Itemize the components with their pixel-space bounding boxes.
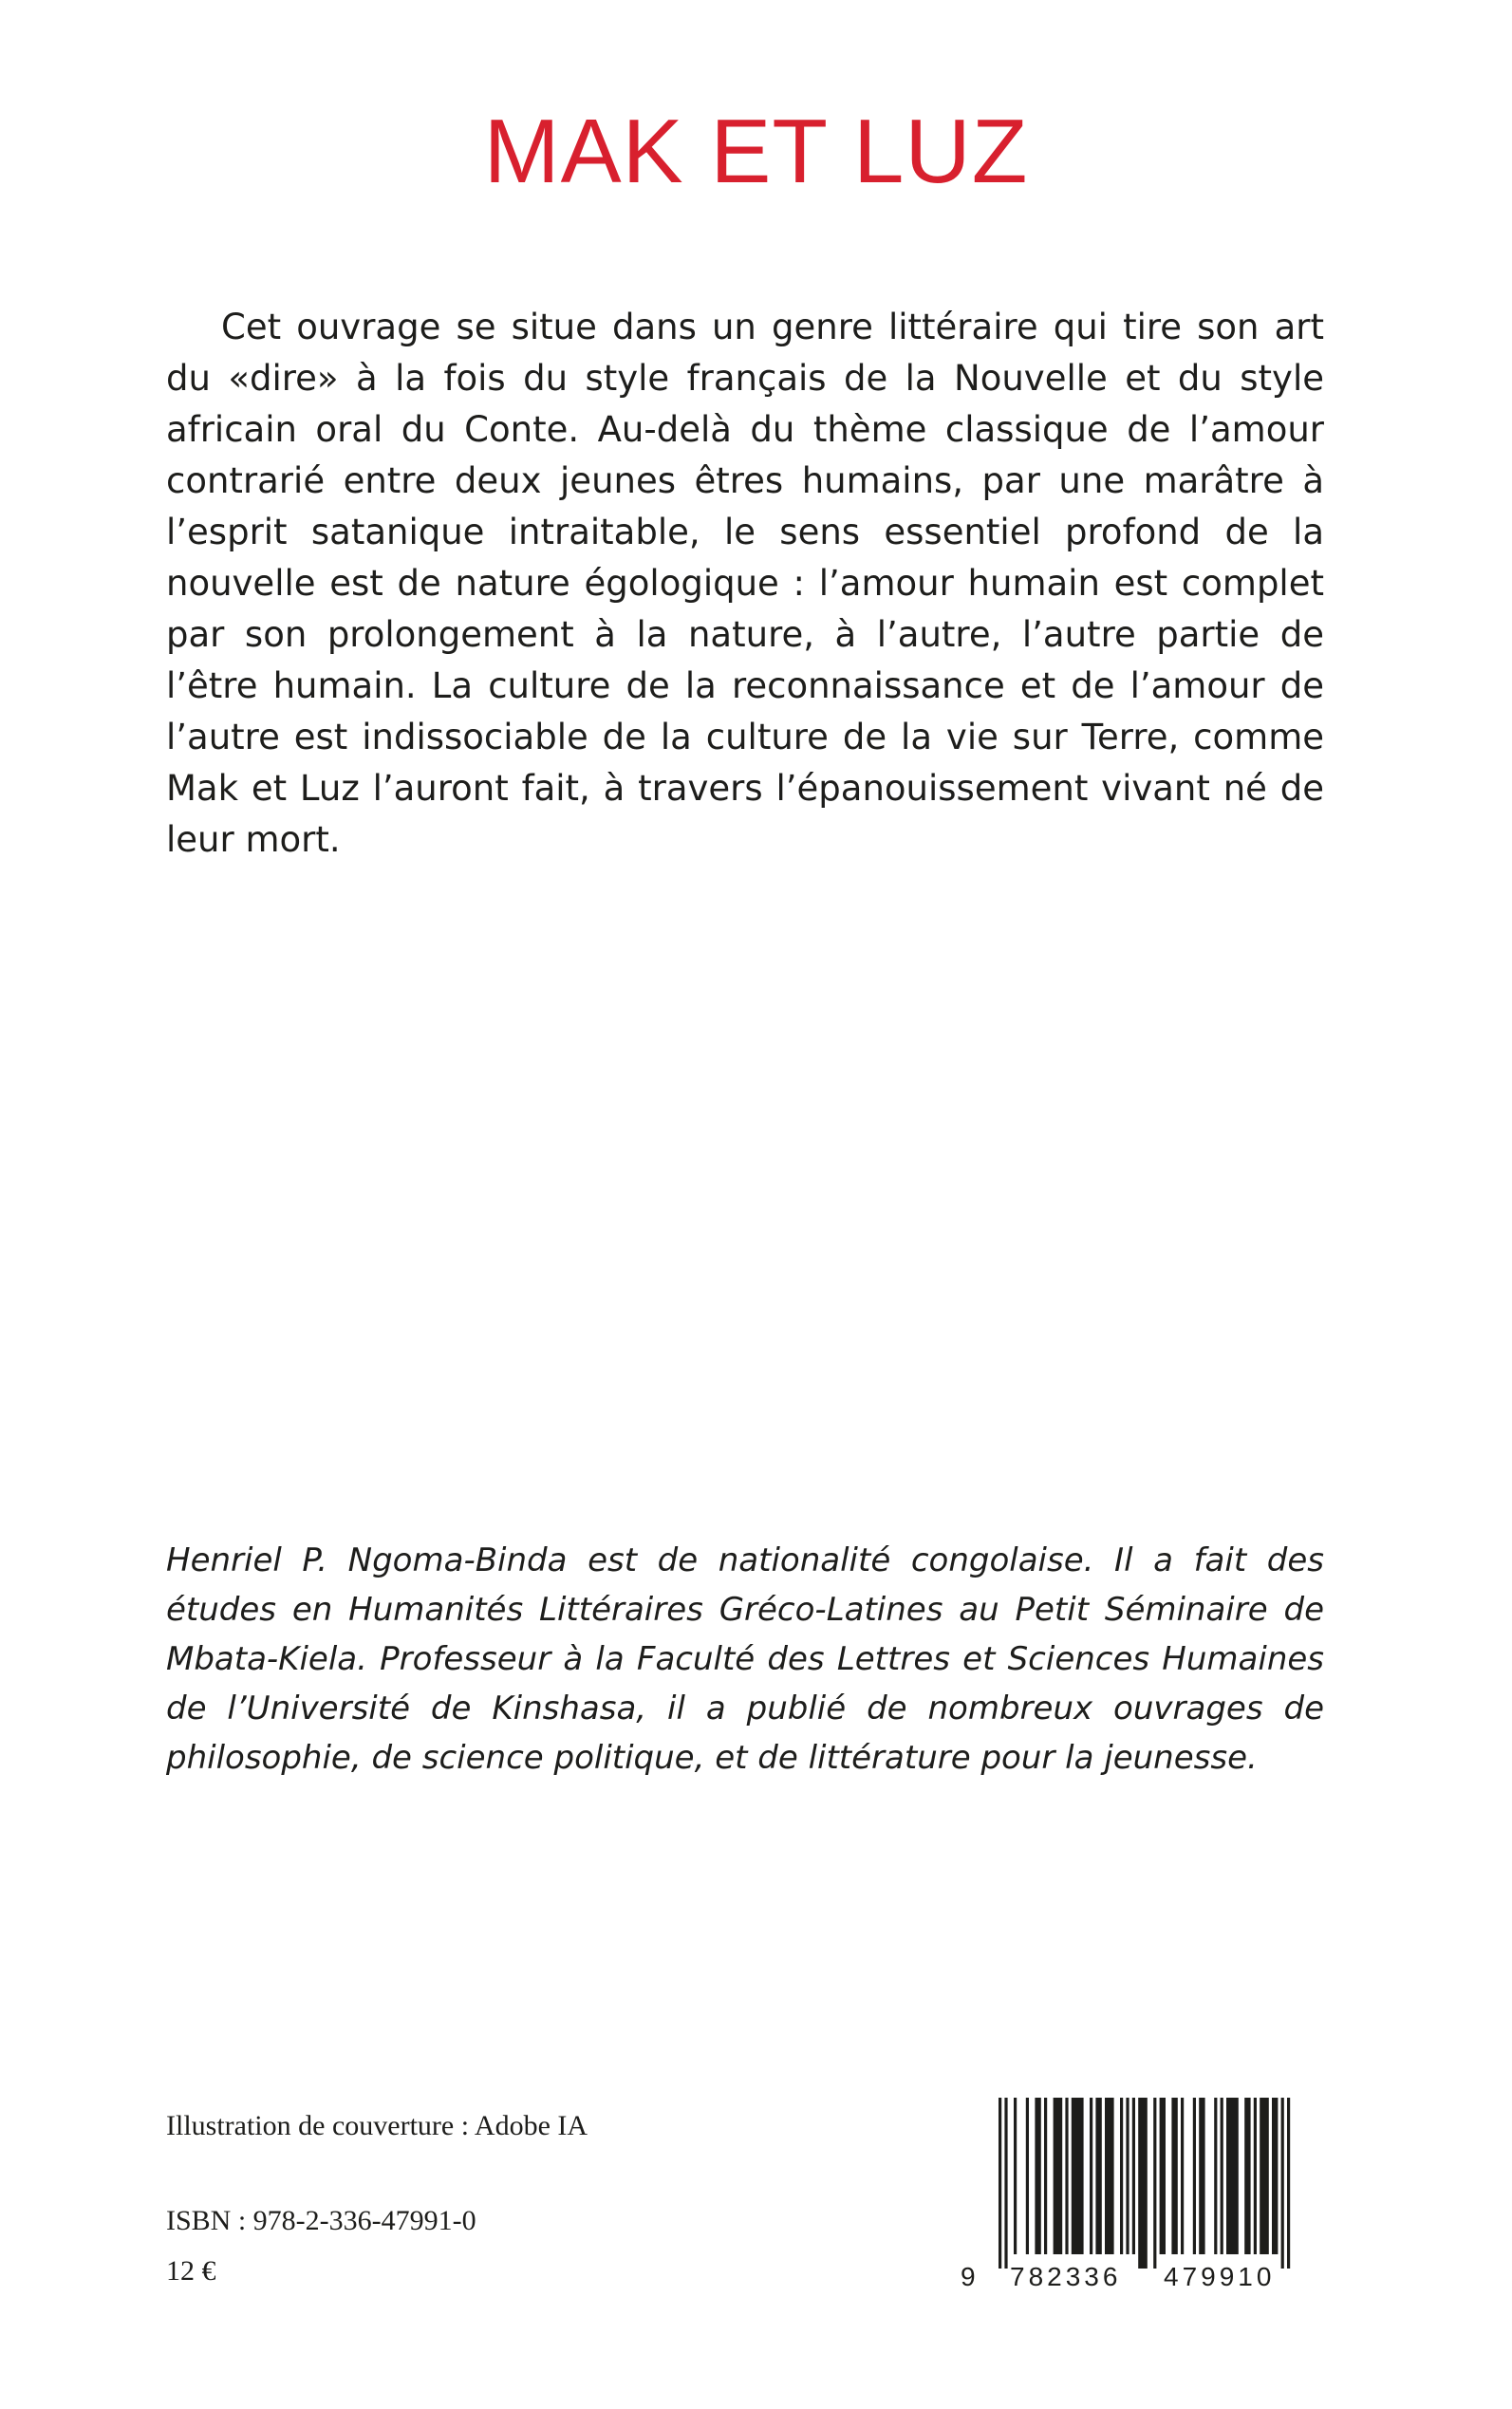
barcode-bar bbox=[1181, 2098, 1184, 2254]
barcode-bar bbox=[1090, 2098, 1092, 2254]
author-bio-paragraph bbox=[166, 1536, 1324, 1783]
barcode-bar bbox=[1193, 2098, 1196, 2254]
barcode-bar bbox=[1120, 2098, 1123, 2254]
barcode-left-group: 782336 bbox=[1010, 2262, 1122, 2291]
price: 12 € bbox=[166, 2255, 216, 2287]
book-title: MAK ET LUZ bbox=[483, 101, 1029, 202]
barcode-bar bbox=[1160, 2098, 1166, 2254]
barcode-bar bbox=[1254, 2098, 1257, 2254]
barcode-bar bbox=[1065, 2098, 1068, 2254]
isbn-barcode bbox=[961, 2098, 1316, 2297]
barcode-bar bbox=[1004, 2098, 1007, 2269]
barcode-bar bbox=[1287, 2098, 1290, 2269]
barcode-bar bbox=[1105, 2098, 1114, 2254]
barcode-bar bbox=[1226, 2098, 1239, 2254]
barcode-bar bbox=[1095, 2098, 1101, 2254]
barcode-bar bbox=[1153, 2098, 1156, 2269]
barcode-right-group: 479910 bbox=[1164, 2262, 1276, 2291]
barcode-bar bbox=[1171, 2098, 1177, 2254]
barcode-bar bbox=[1199, 2098, 1204, 2254]
barcode-bar bbox=[1221, 2098, 1223, 2254]
barcode-first-digit: 9 bbox=[961, 2262, 976, 2291]
barcode-bar bbox=[1126, 2098, 1129, 2254]
barcode-bar bbox=[1014, 2098, 1017, 2254]
barcode-bar bbox=[1281, 2098, 1284, 2269]
barcode-bar bbox=[1044, 2098, 1047, 2254]
barcode-bar bbox=[1244, 2098, 1250, 2254]
barcode-bar bbox=[1214, 2098, 1217, 2254]
barcode-bar bbox=[1132, 2098, 1135, 2254]
isbn: ISBN : 978-2-336-47991-0 bbox=[166, 2205, 476, 2236]
barcode-bars bbox=[999, 2098, 1290, 2269]
barcode-bar bbox=[1260, 2098, 1269, 2254]
barcode-bar bbox=[999, 2098, 1001, 2269]
book-summary: Cet ouvrage se situe dans un genre littéraire qui tire son art du «dire» à la fois du style français de la Nouvelle et du style africain oral du Conte. Au-delà du thème classique de l’amour contrarié entre deux jeunes êtres humains, par une marâtre à l’esprit satanique intraitable, le sens essentiel profond de la nouvelle est de nature égologique : l’amour humain est complet par son prolongement à la nature, à l’autre, l’autre partie de l’être humain. La culture de la reconnaissance et de l’amour de l’autre est indissociable de la culture de la vie sur Terre, comme Mak et Luz l’auront fait, à travers l’épanouissement vivant né de leur mort. bbox=[166, 307, 1324, 860]
author-bio: est de nationalité congolaise. Il a fait des études en Humanités Littéraires Gréco-Latines au Petit Séminaire de Mbata-Kiela. Professeur à la Faculté des Lettres et Sciences Humaines de l’Université de Kinshasa, il a publié de nombreux ouvrages de philosophie, de science politique, et de littérature pour la jeunesse. bbox=[166, 1541, 1324, 1777]
illustration-credit: Illustration de couverture : Adobe IA bbox=[166, 2110, 588, 2141]
barcode-bar bbox=[1026, 2098, 1029, 2254]
author-name: Henriel P. Ngoma-Binda bbox=[166, 1541, 568, 1579]
barcode-bar bbox=[1054, 2098, 1063, 2254]
barcode-bar bbox=[1272, 2098, 1278, 2254]
barcode-bar bbox=[1072, 2098, 1084, 2254]
barcode-bar bbox=[1035, 2098, 1040, 2254]
barcode-bar bbox=[1138, 2098, 1148, 2269]
